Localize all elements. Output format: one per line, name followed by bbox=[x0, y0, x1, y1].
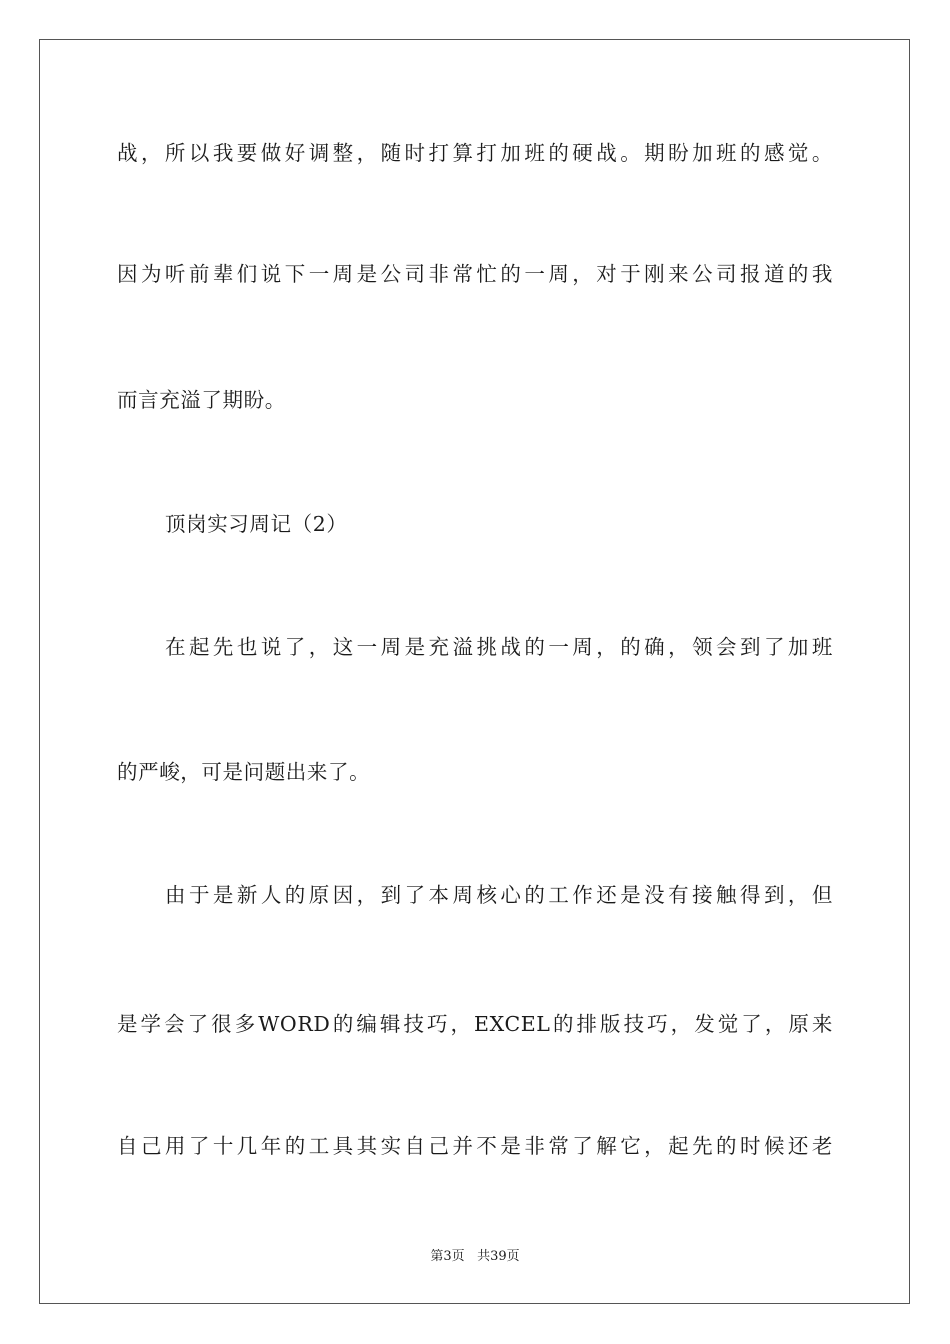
section-heading: 顶岗实习周记（2） bbox=[165, 512, 348, 536]
paragraph-line-6: 的严峻，可是问题出来了。 bbox=[117, 760, 371, 784]
paragraph-line-3: 而言充溢了期盼。 bbox=[117, 388, 286, 412]
paragraph-line-1: 战，所以我要做好调整，随时打算打加班的硬战。期盼加班的感觉。 bbox=[117, 141, 833, 165]
paragraph-line-8: 是学会了很多WORD的编辑技巧，EXCEL的排版技巧，发觉了，原来 bbox=[117, 1012, 833, 1036]
page-number: 第3页 bbox=[430, 1249, 465, 1264]
page-footer bbox=[0, 1248, 950, 1266]
page-total: 共39页 bbox=[477, 1249, 520, 1264]
paragraph-line-9: 自己用了十几年的工具其实自己并不是非常了解它，起先的时候还老 bbox=[117, 1134, 833, 1158]
page-frame bbox=[39, 39, 910, 1304]
paragraph-line-2: 因为听前辈们说下一周是公司非常忙的一周，对于刚来公司报道的我 bbox=[117, 262, 833, 286]
paragraph-line-7: 由于是新人的原因，到了本周核心的工作还是没有接触得到，但 bbox=[165, 883, 833, 907]
paragraph-line-5: 在起先也说了，这一周是充溢挑战的一周，的确，领会到了加班 bbox=[165, 635, 833, 659]
